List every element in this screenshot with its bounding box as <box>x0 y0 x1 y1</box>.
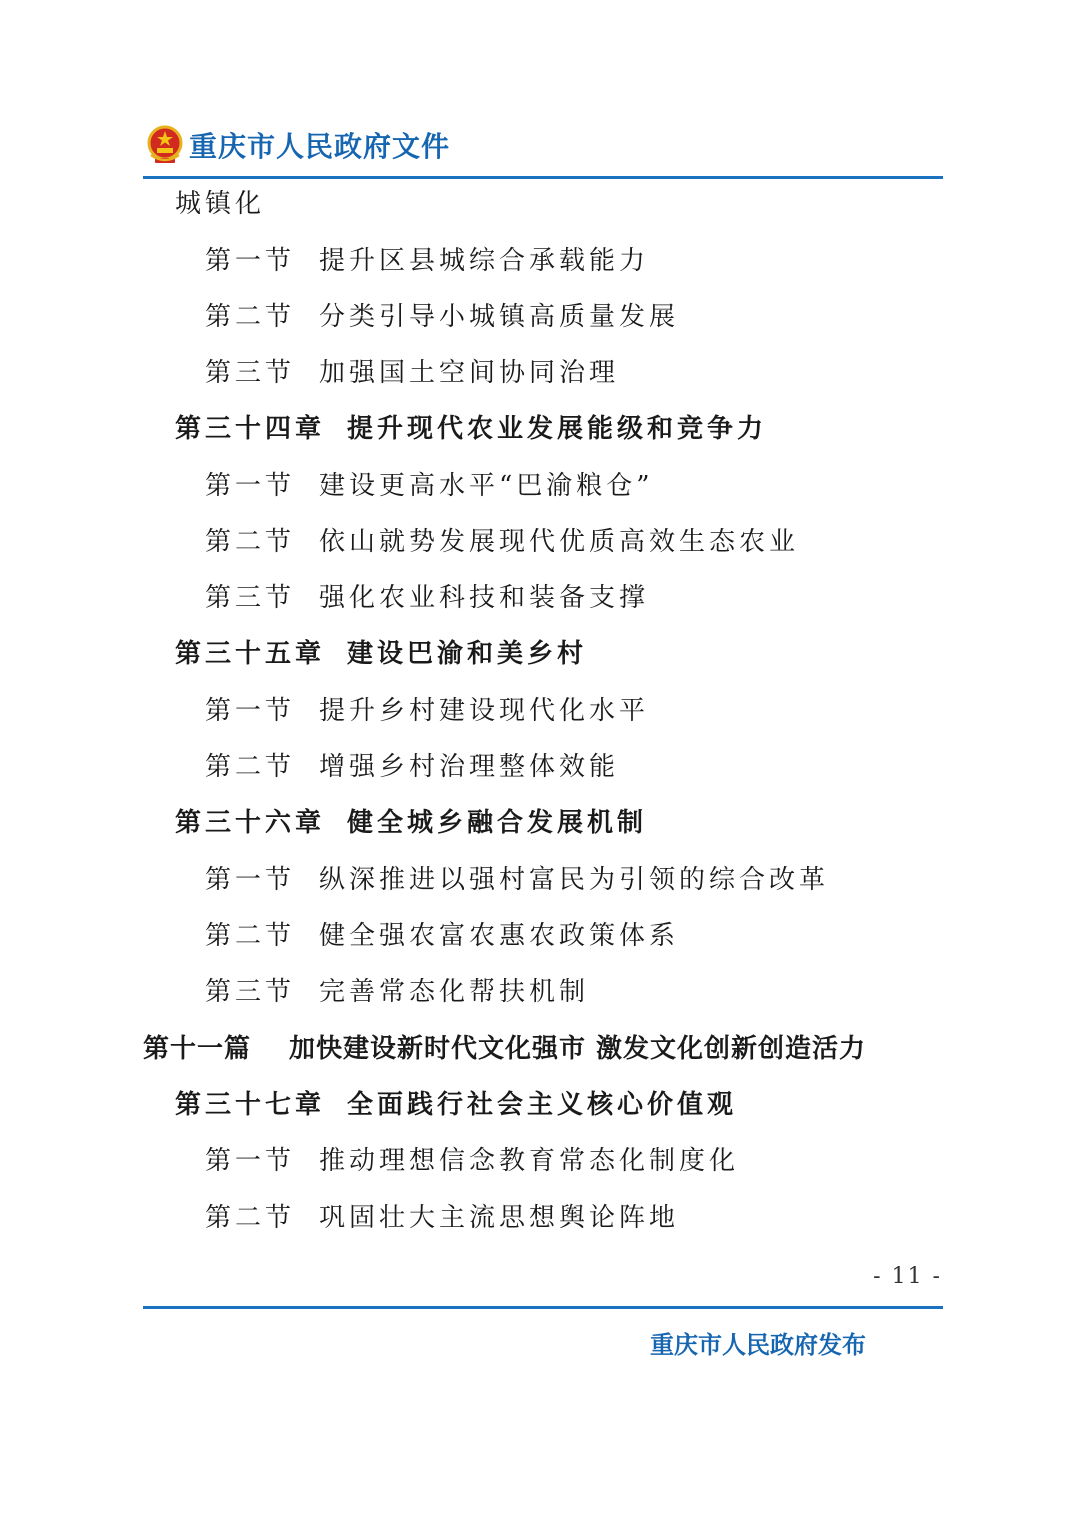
section-number: 第一节 <box>205 865 296 895</box>
section-title: 健全强农富农惠农政策体系 <box>319 921 680 951</box>
footer-divider <box>143 1306 943 1309</box>
toc-section-line <box>205 688 649 734</box>
section-title: 增强乡村治理整体效能 <box>319 752 620 782</box>
section-title: 完善常态化帮扶机制 <box>319 977 590 1007</box>
section-title: 推动理想信念教育常态化制度化 <box>319 1146 740 1176</box>
section-number: 第一节 <box>205 471 296 501</box>
chapter-title: 建设巴渝和美乡村 <box>347 639 588 669</box>
part-title: 加快建设新时代文化强市 激发文化创新创造活力 <box>289 1034 867 1064</box>
toc-item-text: 城镇化 <box>175 189 266 219</box>
header-divider <box>143 176 943 179</box>
section-title: 强化农业科技和装备支撑 <box>319 583 650 613</box>
section-number: 第一节 <box>205 246 296 276</box>
toc-chapter-line <box>175 631 587 677</box>
toc-section-line <box>205 294 679 340</box>
section-number: 第一节 <box>205 1146 296 1176</box>
toc-section-line <box>205 238 649 284</box>
section-title: 提升区县城综合承载能力 <box>319 246 650 276</box>
toc-part-line <box>143 1026 866 1072</box>
chapter-number: 第三十五章 <box>175 639 326 669</box>
section-title: 建设更高水平“巴渝粮仓” <box>319 471 654 501</box>
section-number: 第二节 <box>205 1203 296 1233</box>
toc-section-line <box>205 463 654 509</box>
section-number: 第一节 <box>205 696 296 726</box>
section-number: 第二节 <box>205 921 296 951</box>
section-number: 第二节 <box>205 302 296 332</box>
chapter-number: 第三十六章 <box>175 808 326 838</box>
chapter-number: 第三十七章 <box>175 1090 326 1120</box>
section-number: 第三节 <box>205 977 296 1007</box>
chapter-title: 提升现代农业发展能级和竞争力 <box>347 414 768 444</box>
national-emblem-icon <box>147 125 183 165</box>
chapter-title: 健全城乡融合发展机制 <box>347 808 648 838</box>
toc-chapter-line <box>175 1082 737 1128</box>
section-title: 分类引导小城镇高质量发展 <box>319 302 680 332</box>
chapter-number: 第三十四章 <box>175 414 326 444</box>
section-title: 加强国土空间协同治理 <box>319 358 620 388</box>
toc-section-line <box>205 857 829 903</box>
toc-continuation-line <box>175 181 265 227</box>
section-title: 提升乡村建设现代化水平 <box>319 696 650 726</box>
section-number: 第三节 <box>205 583 296 613</box>
toc-section-line <box>205 575 649 621</box>
footer-publisher: 重庆市人民政府发布 <box>650 1331 866 1359</box>
section-number: 第三节 <box>205 358 296 388</box>
toc-section-line <box>205 969 589 1015</box>
toc-section-line <box>205 519 799 565</box>
toc-section-line <box>205 744 619 790</box>
toc-chapter-line <box>175 406 767 452</box>
section-title: 巩固壮大主流思想舆论阵地 <box>319 1203 680 1233</box>
toc-chapter-line <box>175 800 647 846</box>
document-header <box>147 120 450 170</box>
header-title: 重庆市人民政府文件 <box>189 130 451 163</box>
toc-section-line <box>205 1138 739 1184</box>
part-number: 第十一篇 <box>143 1034 252 1064</box>
section-number: 第二节 <box>205 752 296 782</box>
toc-section-line <box>205 350 619 396</box>
section-title: 纵深推进以强村富民为引领的综合改革 <box>319 865 830 895</box>
toc-section-line <box>205 913 679 959</box>
section-number: 第二节 <box>205 527 296 557</box>
section-title: 依山就势发展现代优质高效生态农业 <box>319 527 800 557</box>
chapter-title: 全面践行社会主义核心价值观 <box>347 1090 738 1120</box>
page-number: - 11 - <box>873 1264 942 1289</box>
toc-section-line <box>205 1195 679 1241</box>
